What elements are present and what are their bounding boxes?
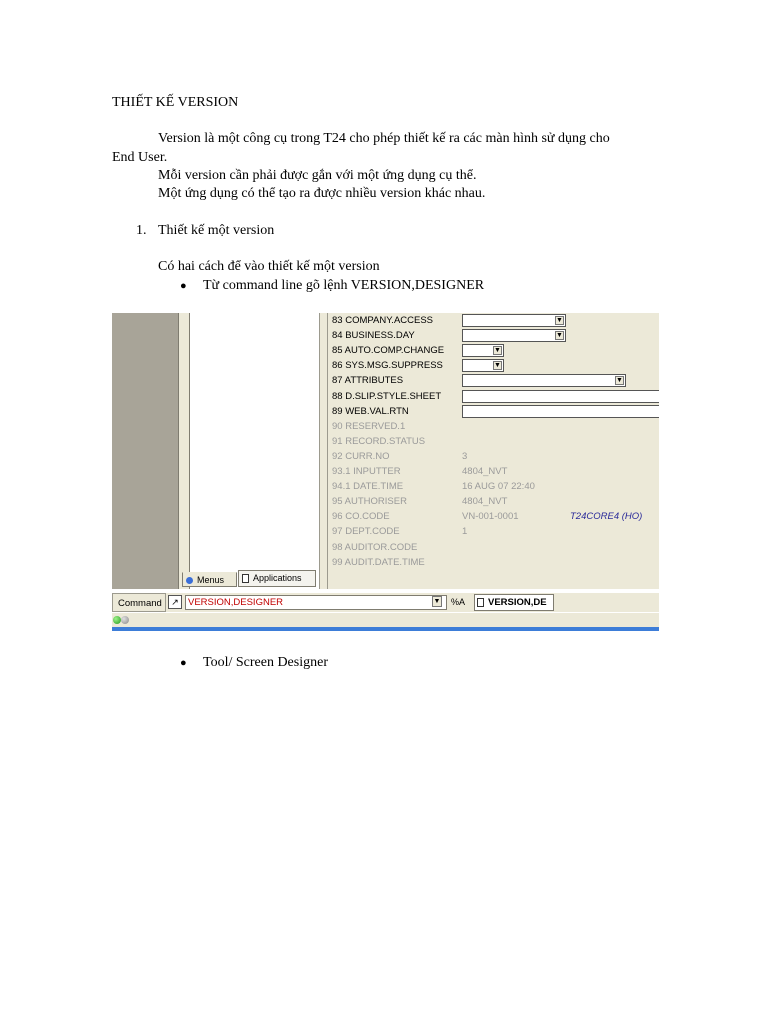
window-icon [477,598,484,607]
command-input[interactable]: VERSION,DESIGNER [185,595,447,610]
tab-applications-label: Applications [253,573,302,583]
status-idle-icon [121,616,129,624]
field-row [332,389,659,404]
field-row [332,524,659,539]
open-window-button[interactable] [474,594,554,611]
field-label: 86 SYS.MSG.SUPPRESS [332,360,443,372]
field-label: 89 WEB.VAL.RTN [332,405,409,417]
field-dropdown[interactable] [462,374,626,387]
bullet-icon: ● [180,280,187,292]
methods-intro: Có hai cách để vào thiết kế một version [158,259,380,274]
tab-menus[interactable] [182,572,237,587]
field-label: 99 AUDIT.DATE.TIME [332,556,425,568]
field-row [332,509,659,524]
globe-icon [186,577,193,584]
field-dropdown[interactable] [462,359,504,372]
document-icon [242,574,249,583]
section-title: Thiết kế một version [158,223,275,238]
field-value: 1 [462,526,468,538]
open-window-title: VERSION,DE [488,597,547,608]
chevron-down-icon[interactable]: ▼ [494,362,501,370]
field-label: 83 COMPANY.ACCESS [332,315,434,326]
intro-line-2: End User. [112,150,168,165]
field-label: 98 AUDITOR.CODE [332,541,418,553]
field-label: 95 AUTHORISER [332,496,407,508]
splitter-bar[interactable] [178,313,190,589]
chevron-down-icon[interactable]: ▼ [494,347,501,355]
field-label: 96 CO.CODE [332,511,390,523]
field-label: 91 RECORD.STATUS [332,435,426,447]
field-row [332,479,659,494]
field-value: 4804_NVT [462,466,508,477]
intro-line-1: Version là một công cụ trong T24 cho phép thiết kế ra các màn hình sử dụng cho [158,131,610,146]
field-label: 84 BUSINESS.DAY [332,330,415,342]
field-row [332,343,659,358]
field-row [332,434,659,449]
field-label: 87 ATTRIBUTES [332,375,404,387]
tab-applications[interactable] [238,570,316,587]
intro-line-4: Một ứng dụng có thể tạo ra được nhiều version khác nhau. [158,186,486,201]
field-row [332,419,659,434]
chevron-down-icon[interactable]: ▼ [616,377,623,385]
field-text-input[interactable] [462,405,659,418]
field-text-input[interactable] [462,390,659,403]
field-row [332,328,659,343]
field-row [332,540,659,555]
field-label: 92 CURR.NO [332,450,390,462]
intro-line-3: Mỗi version cần phải được gắn với một ứng dụng cụ thể. [158,168,477,183]
field-row [332,555,659,570]
t24-screenshot [112,313,659,631]
field-value: VN-001-0001 [462,511,519,523]
menu-pane [190,313,320,589]
field-row [332,464,659,479]
field-dropdown[interactable] [462,329,566,342]
field-label: 90 RESERVED.1 [332,420,406,432]
bullet-screen-designer: Tool/ Screen Designer [203,655,328,670]
field-value: 3 [462,450,468,462]
field-label: 88 D.SLIP.STYLE.SHEET [332,390,442,402]
command-label: Command [112,593,166,612]
command-bar [112,593,659,612]
field-dropdown[interactable] [462,314,566,327]
chevron-down-icon[interactable]: ▼ [556,332,563,340]
progress-bar [112,627,659,631]
document-heading: THIẾT KẾ VERSION [112,95,239,110]
chevron-down-icon[interactable]: ▼ [556,317,563,324]
field-row [332,373,659,388]
field-extra-value: T24CORE4 (HO) [570,511,643,523]
field-row [332,449,659,464]
field-row [332,494,659,509]
field-label: 93.1 INPUTTER [332,466,401,477]
field-dropdown[interactable] [462,344,504,357]
bullet-command-line: Từ command line gõ lệnh VERSION,DESIGNER [203,278,485,293]
field-row [332,358,659,373]
field-value: 4804_NVT [462,496,508,508]
command-history-dropdown[interactable]: ▼ [433,598,441,605]
field-row [332,404,659,419]
status-ok-icon [113,616,121,624]
field-label: 97 DEPT.CODE [332,526,400,538]
section-number: 1. [136,223,147,238]
field-label: 85 AUTO.COMP.CHANGE [332,345,445,357]
pane-splitter[interactable] [320,313,328,589]
field-value: 16 AUG 07 22:40 [462,481,535,493]
field-label: 94.1 DATE.TIME [332,481,404,493]
status-bar [112,613,659,628]
translate-icon[interactable]: %A [450,597,465,607]
run-command-button[interactable]: ↗ [168,595,182,609]
tab-menus-label: Menus [197,575,225,585]
field-row [332,313,659,328]
bullet-icon: ● [180,657,187,669]
left-panel-strip [112,313,178,589]
version-form-pane [328,313,659,589]
